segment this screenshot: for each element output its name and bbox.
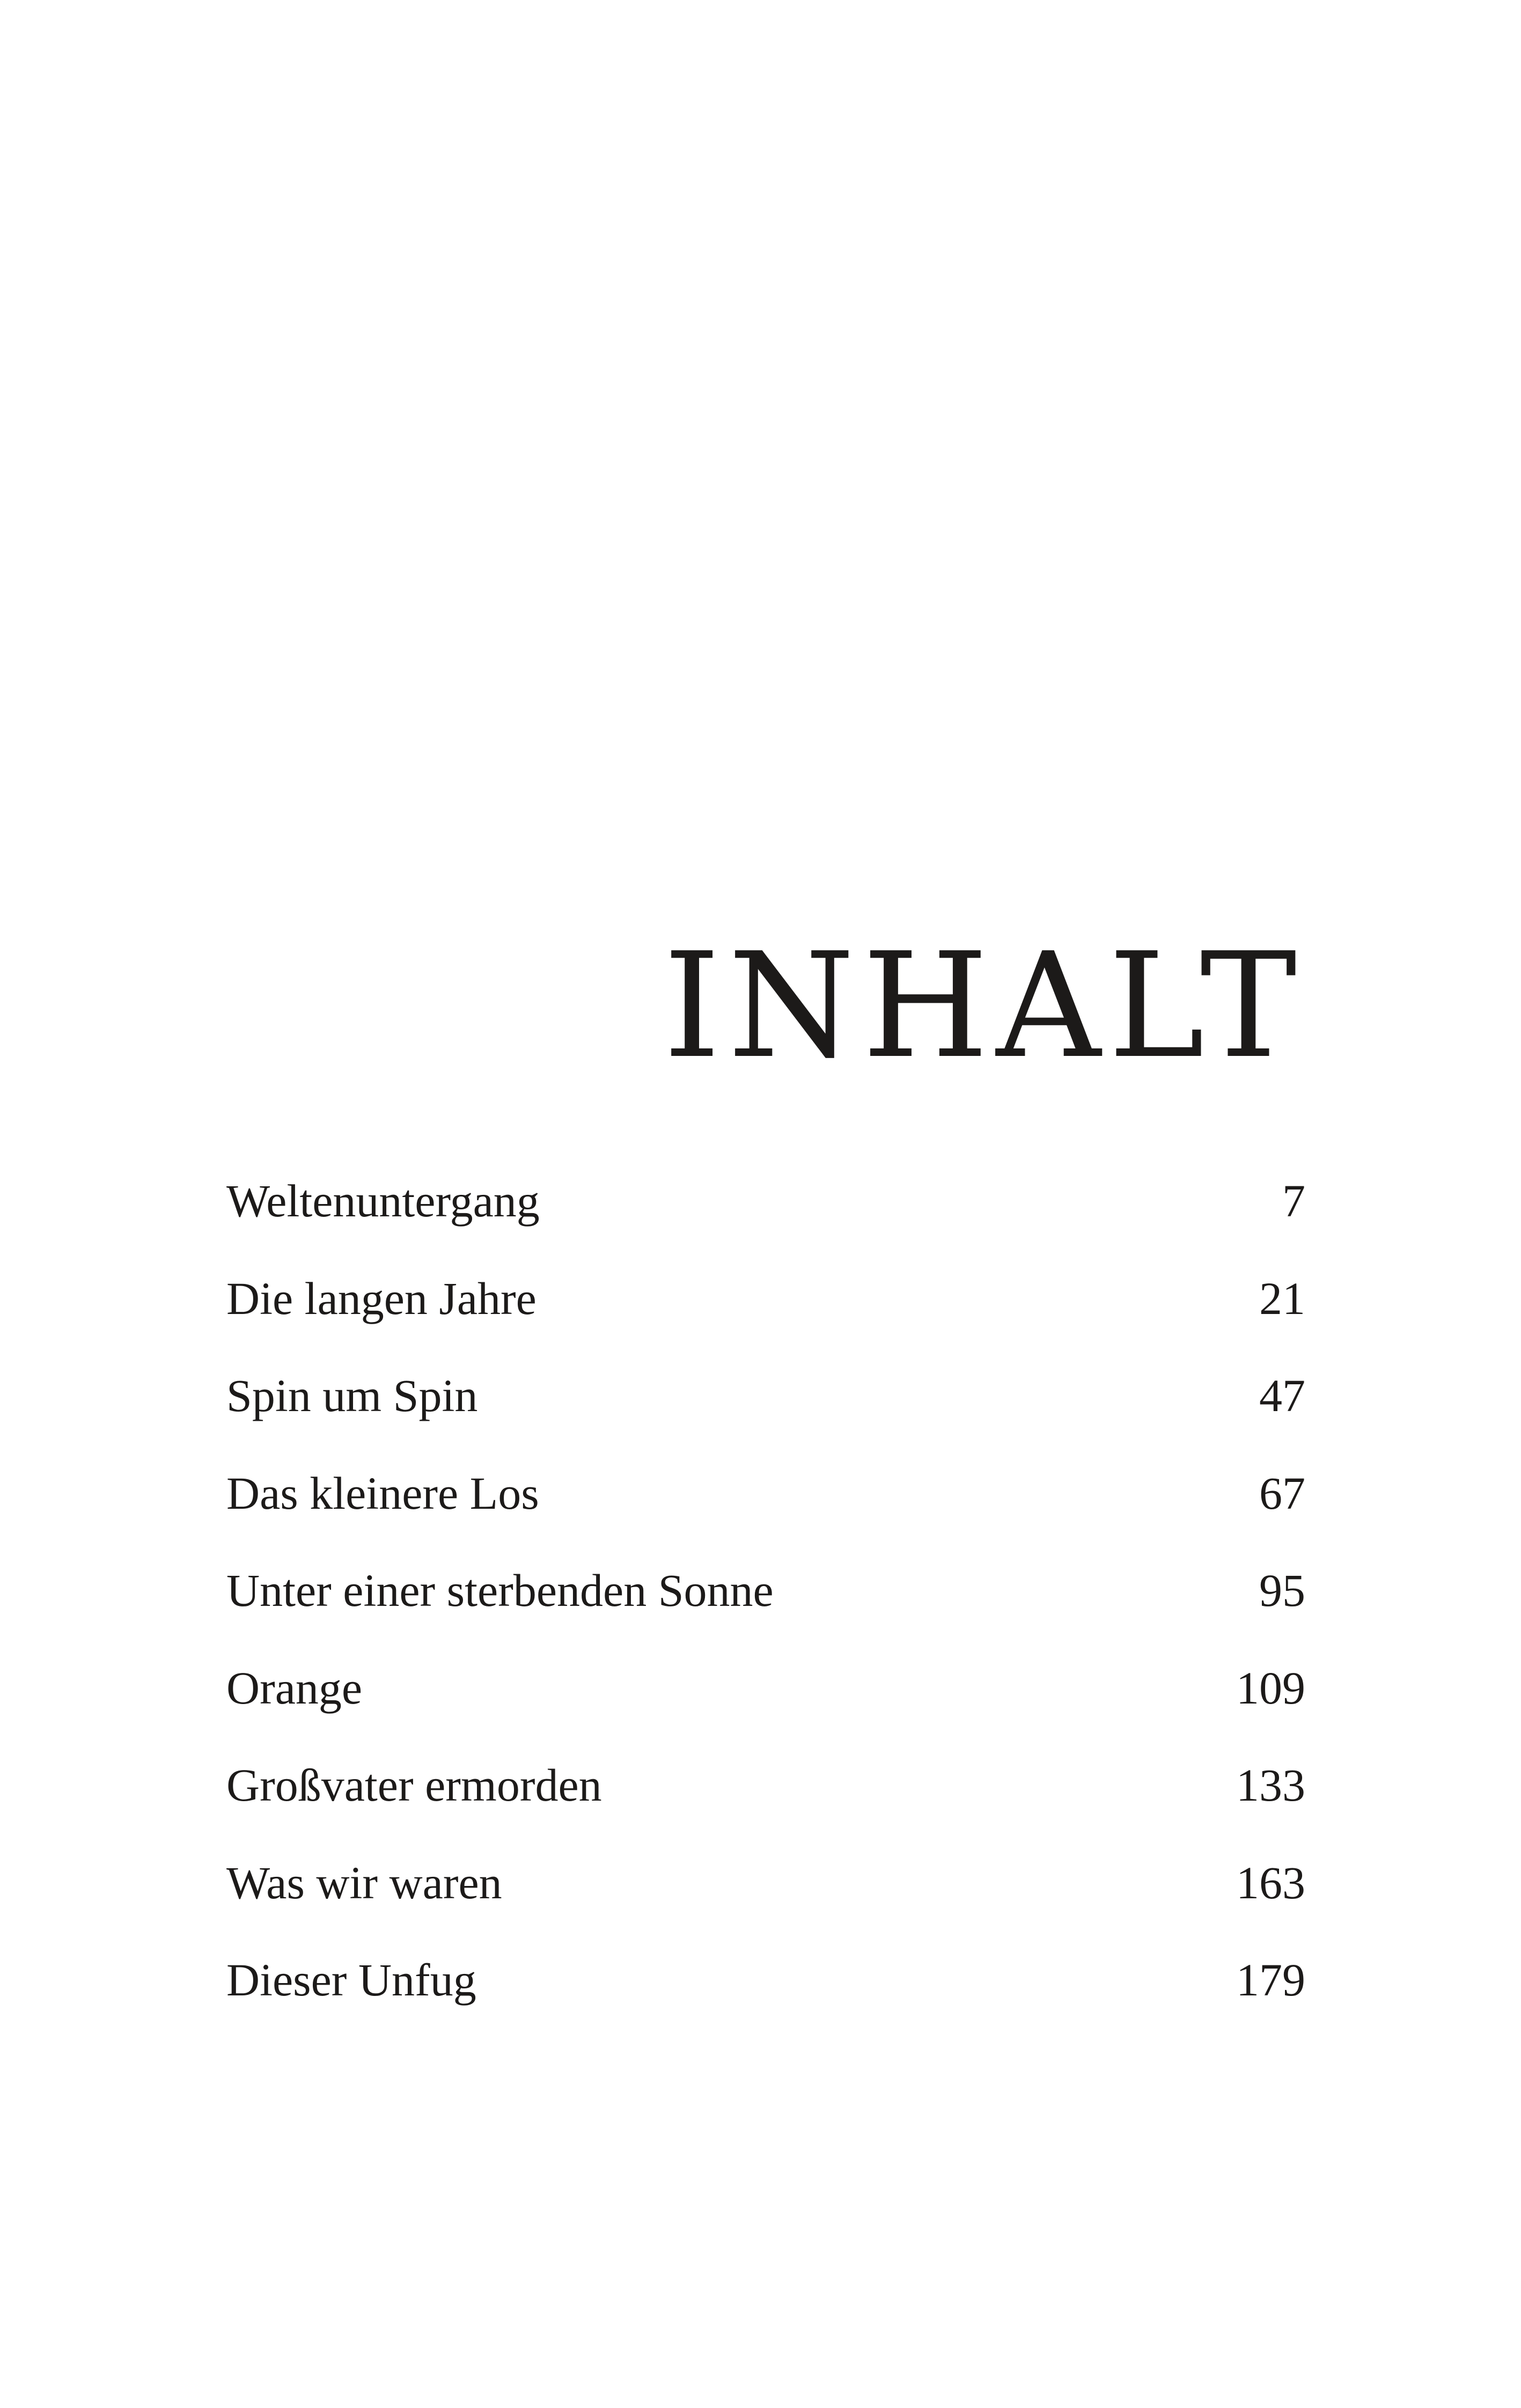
toc-entry-page-number: 133 (1236, 1759, 1305, 1811)
toc-entry-page-number: 7 (1282, 1175, 1305, 1227)
toc-entry-title: Unter einer sterbenden Sonne (226, 1565, 774, 1616)
toc-entry-title: Spin um Spin (226, 1370, 478, 1421)
toc-entry-page-number: 67 (1259, 1467, 1305, 1519)
toc-entry[interactable] (226, 1954, 1305, 2054)
toc-entry[interactable] (226, 1856, 1305, 1957)
toc-entry[interactable] (226, 1272, 1305, 1373)
toc-entry-page-number: 179 (1236, 1954, 1305, 2006)
toc-entry[interactable] (226, 1759, 1305, 1860)
toc-entry-title: Weltenuntergang (226, 1175, 540, 1227)
toc-entry-title: Großvater ermorden (226, 1759, 602, 1811)
toc-entry-page-number: 47 (1259, 1370, 1305, 1421)
toc-entry-title: Dieser Unfug (226, 1954, 476, 2006)
toc-entry-page-number: 21 (1259, 1272, 1305, 1324)
toc-entry-title: Orange (226, 1662, 363, 1714)
toc-entry[interactable] (226, 1372, 1305, 1470)
toc-entry-title: Das kleinere Los (226, 1467, 539, 1519)
toc-entry[interactable] (226, 1567, 1305, 1665)
toc-entry[interactable] (226, 1662, 1305, 1763)
toc-entry[interactable] (226, 1467, 1305, 1568)
toc-entry-title: Was wir waren (226, 1856, 502, 1908)
toc-entry[interactable] (226, 1175, 1305, 1275)
toc-entry-page-number: 95 (1259, 1565, 1305, 1616)
page-title: INHALT (663, 921, 1304, 1090)
toc-entry-page-number: 163 (1236, 1856, 1305, 1908)
toc-entry-page-number: 109 (1236, 1662, 1305, 1714)
toc-entry-title: Die langen Jahre (226, 1272, 537, 1324)
table-of-contents (226, 1175, 1305, 2054)
